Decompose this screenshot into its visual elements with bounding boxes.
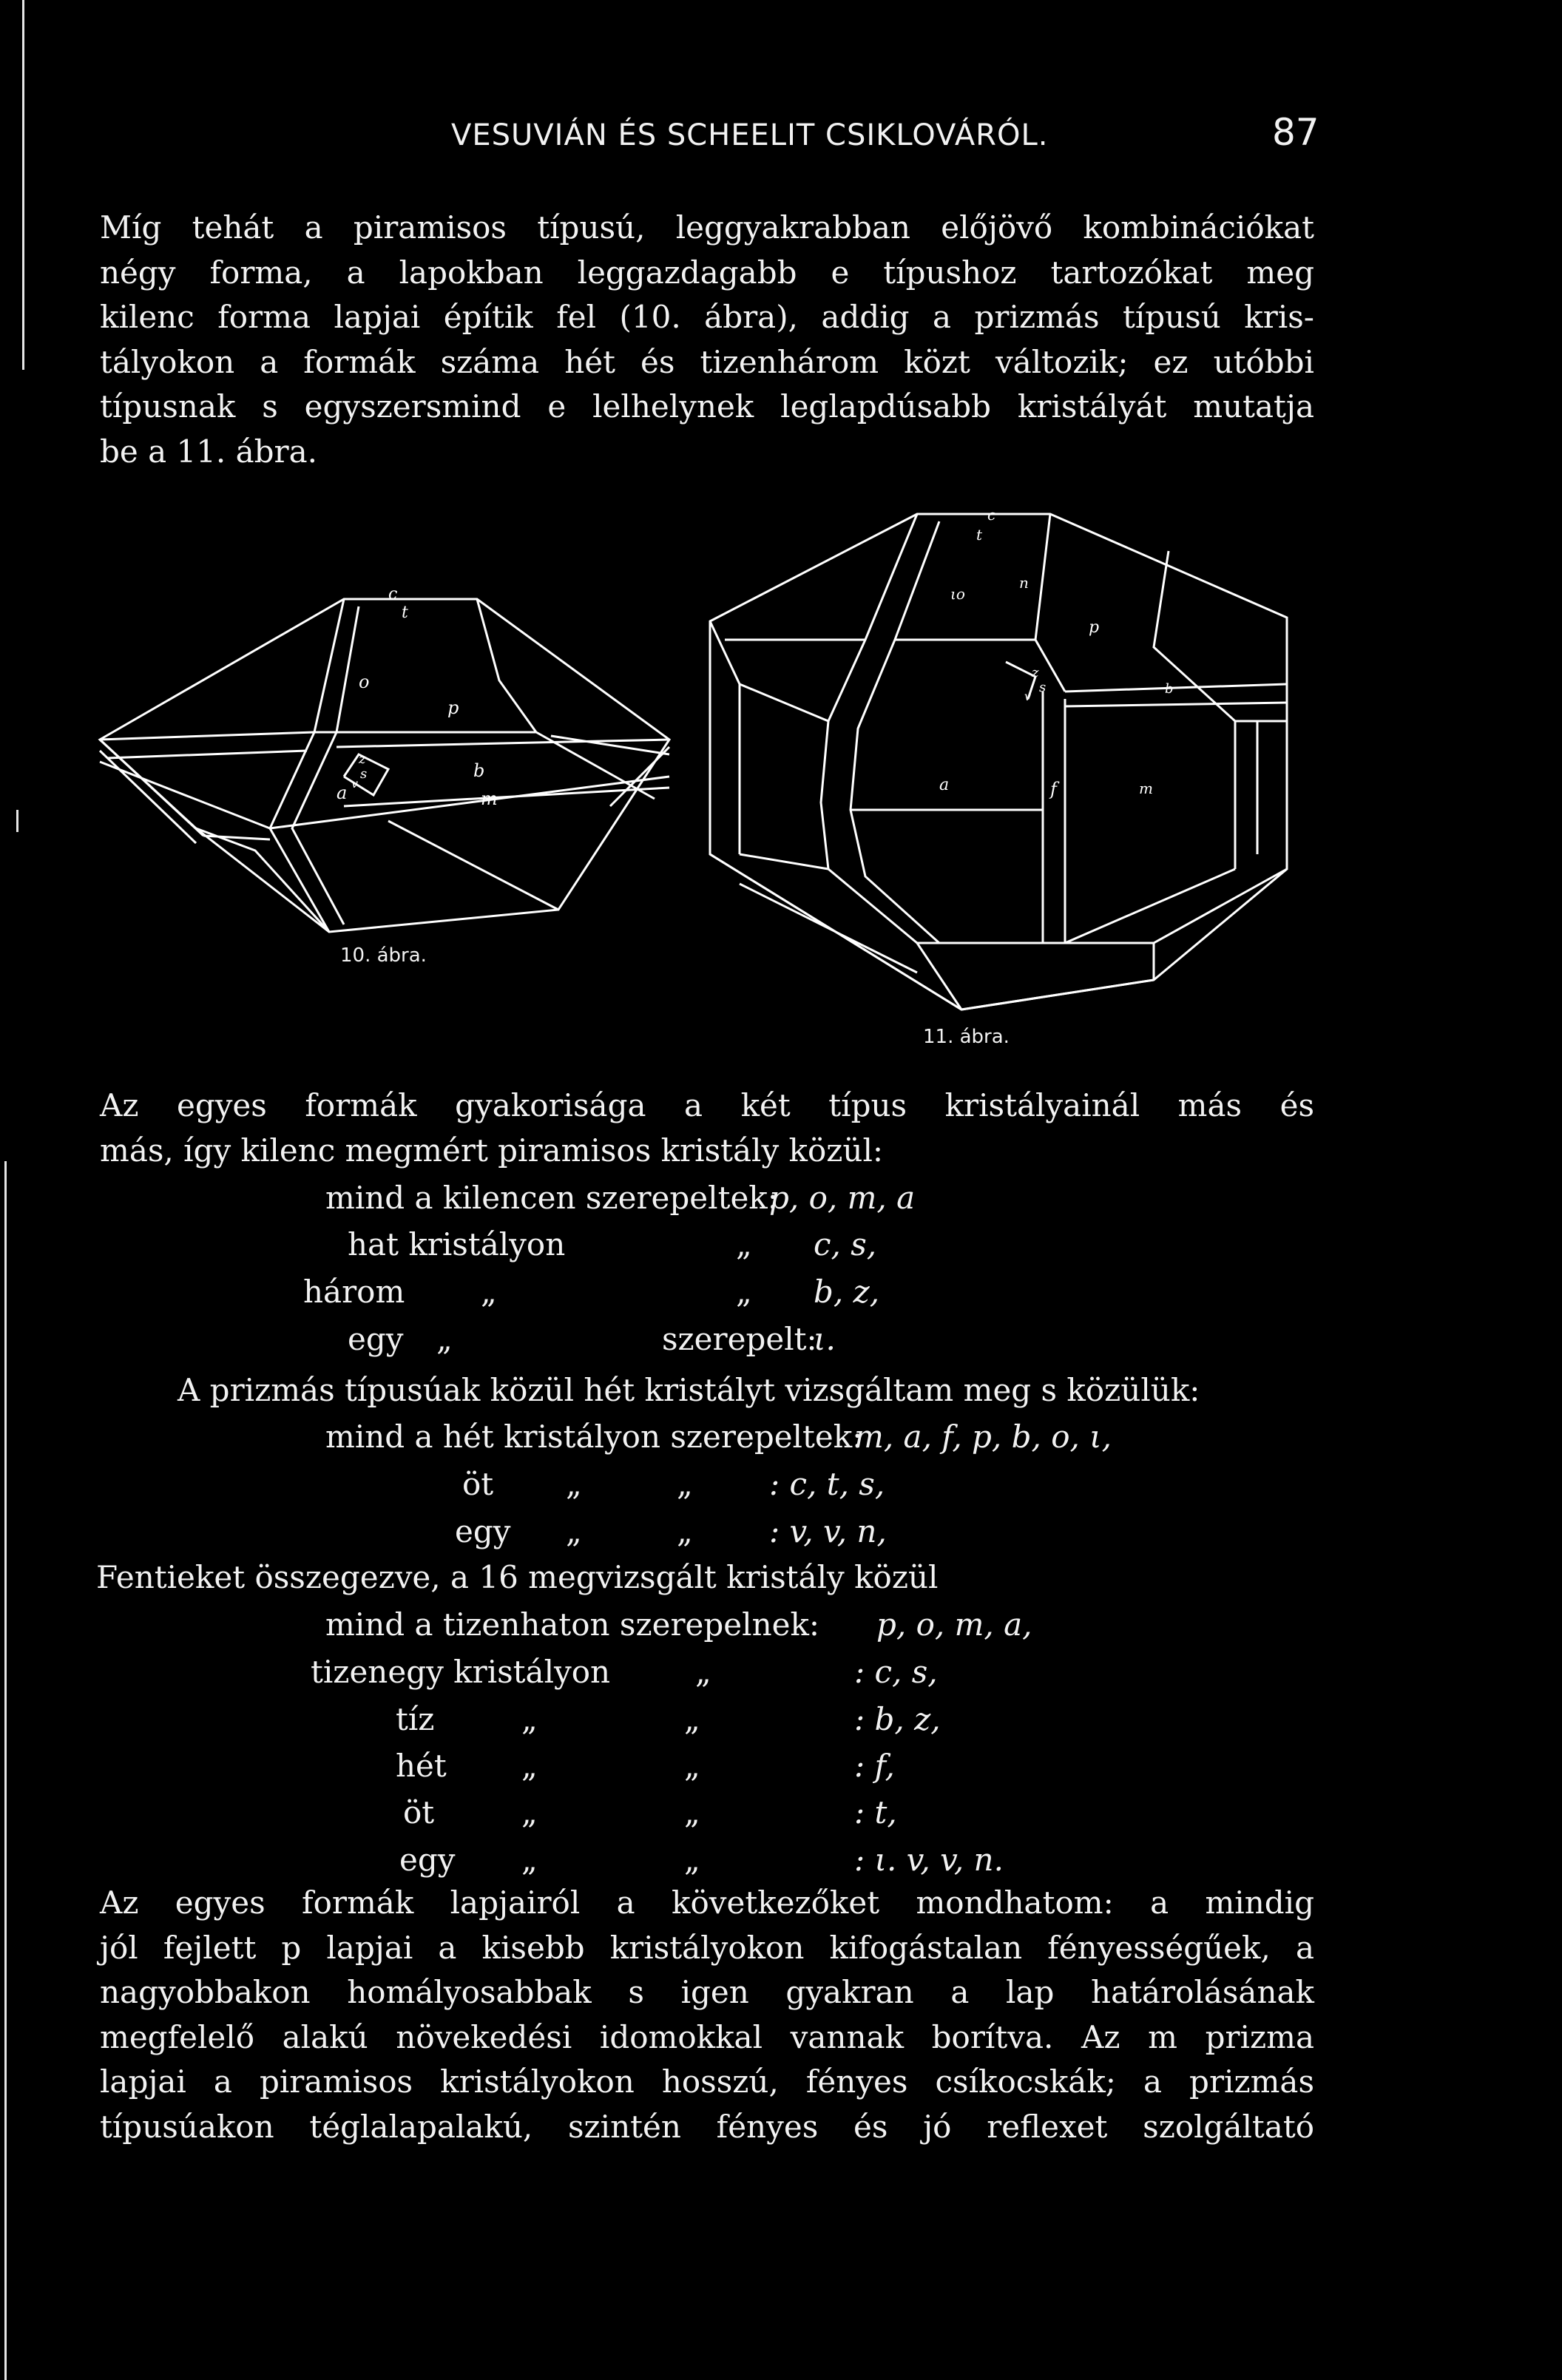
figure-10-caption: 10. ábra. [340,944,427,967]
text-line: négy forma, a lapokban leggazdagabb e típushoz tartozókat meg [100,254,1314,291]
face-label: a [337,782,348,803]
text-line: tályokon a formák száma hét és tizenhárom közt változik; ez utóbbi [100,343,1314,380]
figure-10-labels [92,584,677,947]
forms: : c, t, s, [769,1466,885,1502]
ditto-mark: „ [521,1794,538,1830]
ditto-mark: „ [695,1654,711,1690]
scan-edge-mark [4,1161,7,2380]
face-label: z [359,751,366,767]
ditto-mark: „ [521,1748,538,1784]
forms: : b, z, [854,1701,941,1737]
ditto-mark: „ [684,1701,700,1737]
ditto-mark: „ [684,1842,700,1878]
face-label: t [402,604,408,622]
text-line: nagyobbakon homályosabbak s igen gyakran a lap határolásának [100,1974,1314,2010]
figure-11-labels [695,499,1302,1024]
list-item [396,1748,895,1784]
ditto-mark: „ [521,1842,538,1878]
count-label: öt [403,1794,435,1830]
face-label: m [481,788,498,809]
list-item [325,1606,1032,1643]
forms: p, o, m, a [769,1180,916,1216]
count-label: hét [396,1748,447,1784]
count-label: három [303,1274,405,1310]
text-line: Az egyes formák lapjairól a következőket mondhatom: a mindig [100,1884,1314,1921]
ditto-mark: „ [736,1274,752,1310]
figure-11-caption: 11. ábra. [923,1026,1010,1048]
ditto-mark: „ [436,1321,453,1357]
face-label: p [447,697,459,718]
ditto-mark: „ [566,1513,582,1549]
count-label: egy [348,1321,404,1357]
face-label: b [1165,681,1174,697]
text-line: kilenc forma lapjai építik fel (10. ábra), addig a prizmás típusú kris- [100,299,1314,335]
paragraph-2 [100,1083,1314,1173]
scan-edge-mark [16,810,18,832]
count-label: tíz [396,1701,435,1737]
running-title: VESUVIÁN ÉS SCHEELIT CSIKLOVÁRÓL. [451,118,1049,152]
forms: : c, s, [854,1654,938,1690]
forms: b, z, [814,1274,880,1310]
text-line: lapjai a piramisos kristályokon hosszú, fényes csíkocskák; a prizmás [100,2063,1314,2100]
forms: c, s, [814,1226,877,1262]
list-item [396,1701,941,1737]
scan-edge-mark [22,0,24,370]
count-label: egy [399,1842,456,1878]
forms: : ι. v, v, n. [854,1842,1004,1878]
text-line: megfelelő alakú növekedési idomokkal vannak borítva. Az m prizma [100,2018,1314,2055]
text-line: típusnak s egyszersmind e lelhelynek leglapdúsabb kristályát mutatja [100,388,1314,425]
figure-11 [695,499,1302,1047]
list-item [303,1274,880,1310]
face-label: c [987,506,996,524]
ditto-mark: „ [677,1466,693,1502]
ditto-mark: „ [684,1748,700,1784]
ditto-mark: „ [566,1466,582,1502]
count-label: mind a hét kristályon szerepeltek: [325,1419,863,1455]
count-label: mind a tizenhaton szerepelnek: [325,1606,820,1643]
figure-10 [92,584,677,967]
ditto-mark: „ [677,1513,693,1549]
count-label: öt [462,1466,494,1502]
forms: m, a, f, p, b, o, ι, [854,1419,1112,1455]
ditto-mark: „ [521,1701,538,1737]
paragraph-1 [100,206,1314,474]
page-header [0,111,1562,170]
face-label: o [359,672,370,692]
text-line: típusúakon téglalapalakú, szintén fényes és jó reflexet szolgáltató [100,2108,1314,2145]
face-label: a [939,776,950,794]
face-label: ιο [950,585,965,603]
face-label: p [1089,618,1100,637]
list-item [403,1794,897,1830]
count-label: hat kristályon [348,1226,566,1262]
face-label: n [1019,574,1029,592]
summary-intro: Fentieket összegezve, a 16 megvizsgált kristály közül [96,1559,939,1595]
list-item [311,1654,938,1690]
face-label: c [388,585,398,604]
list-item [462,1466,885,1502]
prismatic-intro: A prizmás típusúak közül hét kristályt vizsgáltam meg s közülük: [178,1372,1200,1408]
text-line: más, így kilenc megmért piramisos kristály közül: [100,1132,884,1169]
forms: : v, v, n, [769,1513,887,1549]
face-label: b [473,760,485,781]
list-item [399,1842,1004,1878]
list-item [455,1513,887,1549]
page-number: 87 [1272,111,1319,154]
text-line: jól fejlett p lapjai a kisebb kristályokon kifogástalan fényességűek, a [100,1929,1314,1966]
text-line: be a 11. ábra. [100,433,318,470]
text-line: Míg tehát a piramisos típusú, leggyakrabban előjövő kombinációkat [100,209,1314,246]
forms: p, o, m, a, [876,1606,1032,1643]
count-label: tizenegy kristályon [311,1654,611,1690]
count-label: egy [455,1513,511,1549]
face-label: f [1050,779,1057,799]
list-item [348,1226,877,1262]
list-item [348,1321,836,1357]
ditto-mark: „ [684,1794,700,1830]
face-label: s [1039,680,1047,695]
ditto-mark: „ [481,1274,497,1310]
list-item [325,1419,1112,1455]
face-label: m [1139,780,1153,797]
paragraph-3 [100,1881,1314,2149]
face-label: t [976,526,983,544]
text-line: Az egyes formák gyakorisága a két típus kristályainál más és [100,1087,1314,1123]
list-item [325,1180,916,1216]
forms: : t, [854,1794,897,1830]
face-label: v [1024,689,1032,703]
face-label: v [351,777,359,791]
ditto-mark: „ [736,1226,752,1262]
count-label: mind a kilencen szerepeltek: [325,1180,778,1216]
status-label: szerepelt: [662,1321,817,1357]
face-label: s [360,766,368,782]
forms: : f, [854,1748,895,1784]
forms: ι. [814,1321,836,1357]
face-label: z [1032,665,1039,680]
